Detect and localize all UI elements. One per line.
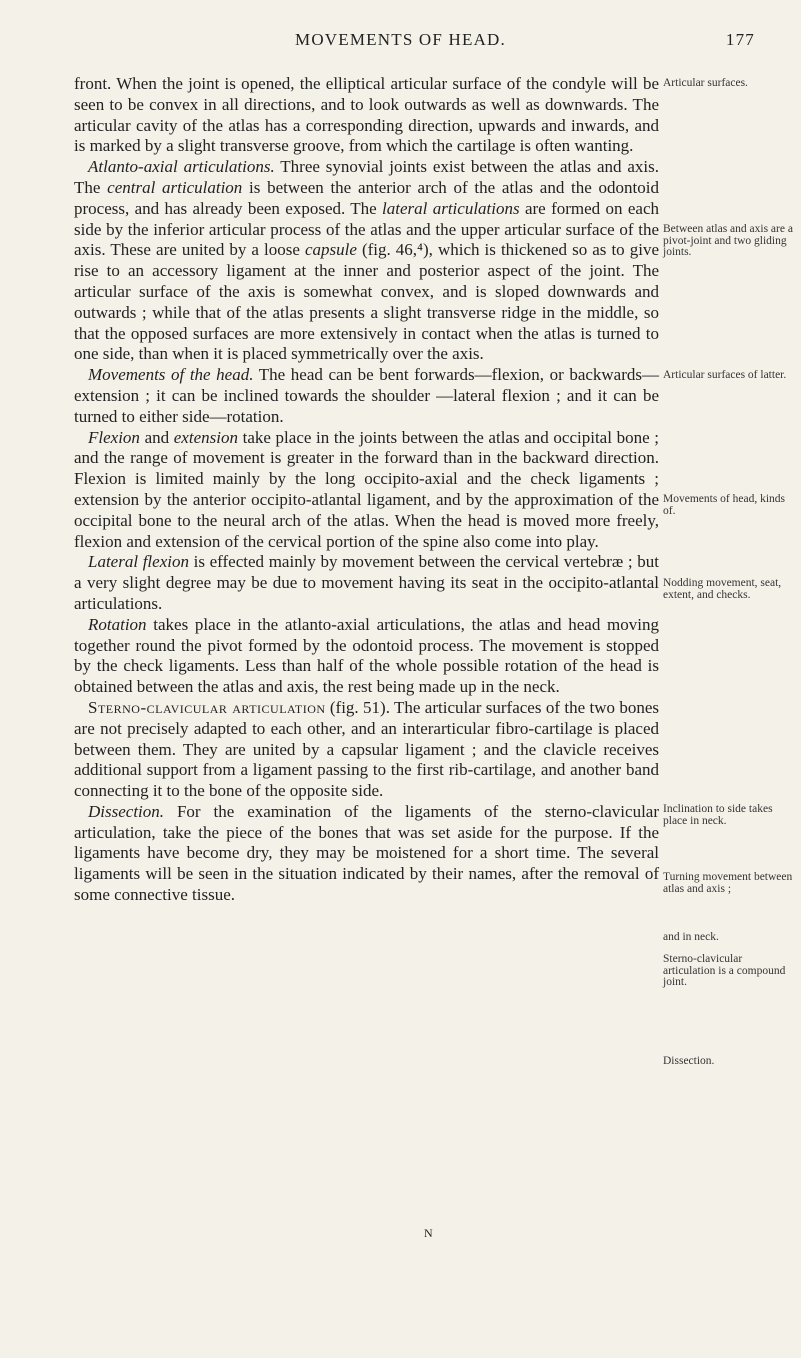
signature-mark: N — [424, 1226, 433, 1240]
section-heading-lateral-flexion: Lateral flexion — [88, 552, 189, 572]
body-text — [74, 74, 659, 906]
margin-note: Between atlas and axis are a pivot-joint and two gliding joints. — [663, 223, 793, 258]
paragraph-rotation: Rotation takes place in the atlanto-axial articulations, the atlas and head moving together round the pivot formed by the odontoid process. The movement is stopped by the check ligaments. Less than half of the whole possible rotation of the head is obtained between the atlas and axis, the rest being made up in the neck. — [74, 614, 659, 697]
running-head — [0, 30, 801, 56]
margin-note: Inclination to side takes place in neck. — [663, 803, 773, 827]
paragraph-sterno-clavicular: Sterno-clavicular articulation (fig. 51). The articular surfaces of the two bones are not precisely adapted to each other, and an interarticular fibro-cartilage is placed between them. They are united by a capsular ligament ; and the clavicle receives additional support from a ligament passing to the first rib-cartilage, and another band connecting it to the bone of the opposite side. — [74, 697, 659, 801]
section-heading-rotation: Rotation — [88, 614, 147, 634]
paragraph-movements-of-head: Movements of the head. The head can be bent forwards—flexion, or backwards—extension ; it can be inclined towards the shoulder —lateral flexion ; and it can be turned to either side—rotation. — [74, 365, 660, 426]
margin-note: Sterno-clavicular articulation is a compound joint. — [663, 953, 786, 988]
margin-note: and in neck. — [663, 931, 719, 943]
running-title: MOVEMENTS OF HEAD. — [295, 30, 506, 49]
margin-note: Articular surfaces. — [663, 77, 748, 89]
section-heading-dissection: Dissection. — [88, 801, 165, 821]
page-number: 177 — [725, 30, 755, 49]
margin-note: Articular surfaces of latter. — [663, 369, 787, 381]
paragraph-dissection: Dissection. For the examination of the ligaments of the sterno-clavicular articulation, take the piece of the bones that was set aside for the purpose. If the ligaments have become dry, they may be moistened for a short time. The several ligaments will be seen in the situation indicated by their names, after the removal of some connective tissue. — [74, 801, 659, 905]
section-heading-movements: Movements of the head. — [88, 365, 254, 385]
margin-note: Dissection. — [663, 1055, 715, 1067]
section-heading-sterno-clavicular: Sterno-clavicular articulation — [88, 697, 326, 717]
paragraph-lateral-flexion: Lateral flexion is effected mainly by movement between the cervical vertebræ ; but a very slight degree may be due to movement having its seat in the occipito-atlantal articulations. — [74, 552, 659, 613]
paragraph-atlanto-axial: Atlanto-axial articulations. Three synovial joints exist between the atlas and axis. The central articulation is between the anterior arch of the atlas and the odontoid process, and has already been exposed. The lateral articulations are formed on each side by the inferior articular process of the atlas and the upper articular surface of the axis. These are united by a loose capsule (fig. 46,⁴), which is thickened so as to give rise to an accessory ligament at the inner and posterior aspect of the joint. The articular surface of the axis is somewhat convex, and is sloped downwards and outwards ; while that of the atlas presents a slight transverse ridge in the middle, so that the opposed surfaces are more extensively in contact when the atlas is turned to one side, than when it is placed symmetrically over the axis. — [74, 157, 659, 364]
section-heading-atlanto-axial: Atlanto-axial articulations. — [88, 157, 275, 177]
paragraph-atlas-occipital-joint: front. When the joint is opened, the elliptical articular surface of the condyle will be seen to be convex in all directions, and to look outwards as well as downwards. The articular cavity of the atlas has a corresponding direction, upwards and inwards, and is marked by a slight transverse groove, from which the cartilage is often wanting. — [74, 74, 659, 156]
margin-note: Turning movement between atlas and axis ; — [663, 871, 793, 895]
margin-note: Nodding movement, seat, extent, and checks. — [663, 577, 782, 601]
paragraph-flexion-extension: Flexion and extension take place in the joints between the atlas and occipital bone ; and the range of movement is greater in the forward than in the backward direction. Flexion is limited mainly by the long occipito-axial and the check ligaments ; extension by the anterior occipito-atlantal ligament, and by the approximation of the occipital bone to the neural arch of the atlas. When the head is moved more freely, flexion and extension of the cervical portion of the spine also come into play. — [74, 427, 659, 551]
margin-note: Movements of head, kinds of. — [663, 493, 786, 517]
section-heading-flexion: Flexion — [88, 427, 140, 447]
